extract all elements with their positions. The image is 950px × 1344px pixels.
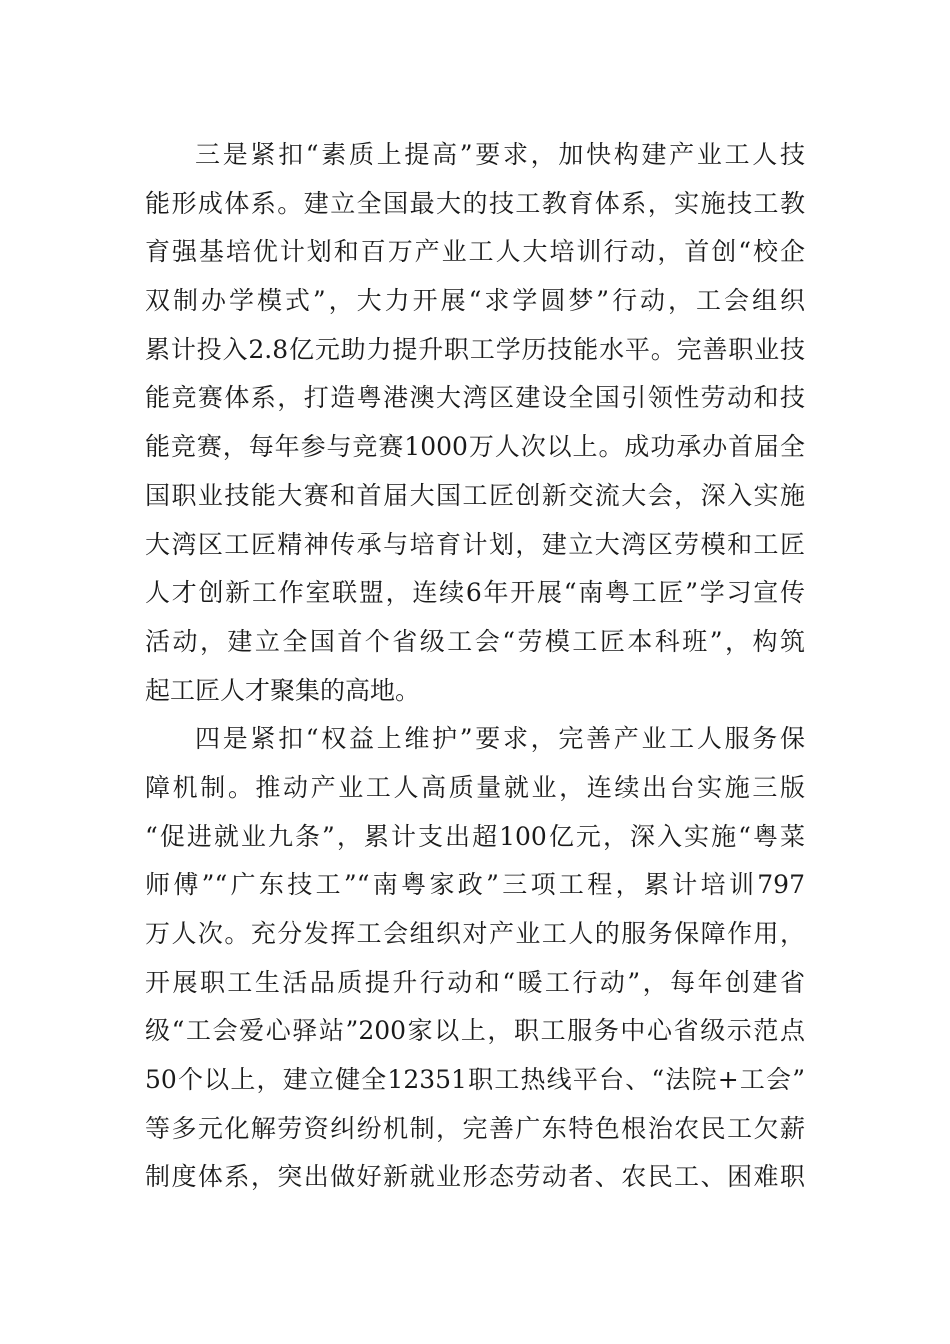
text-line: 等多元化解劳资纠纷机制，完善广东特色根治农民工欠薪 bbox=[145, 1113, 805, 1143]
document-body bbox=[145, 131, 805, 1202]
text-line: 大湾区工匠精神传承与培育计划，建立大湾区劳模和工匠 bbox=[145, 529, 805, 559]
text-line: 起工匠人才聚集的高地。 bbox=[145, 675, 421, 705]
text-line: 级“工会爱心驿站”200家以上，职工服务中心省级示范点 bbox=[145, 1016, 805, 1046]
text-line: 师傅”“广东技工”“南粤家政”三项工程，累计培训797 bbox=[145, 870, 805, 900]
text-line: 能竞赛，每年参与竞赛1000万人次以上。成功承办首届全 bbox=[145, 432, 805, 462]
text-line: 制度体系，突出做好新就业形态劳动者、农民工、困难职 bbox=[145, 1162, 805, 1192]
text-line: 开展职工生活品质提升行动和“暖工行动”，每年创建省 bbox=[145, 967, 805, 997]
text-line: 50个以上，建立健全12351职工热线平台、“法院+工会” bbox=[145, 1065, 805, 1095]
text-line: 三是紧扣“素质上提高”要求，加快构建产业工人技 bbox=[195, 140, 805, 169]
paragraph-3 bbox=[145, 131, 805, 715]
text-line: 双制办学模式”，大力开展“求学圆梦”行动，工会组织 bbox=[145, 286, 805, 316]
text-line: 障机制。推动产业工人高质量就业，连续出台实施三版 bbox=[145, 772, 805, 802]
text-line: 能形成体系。建立全国最大的技工教育体系，实施技工教 bbox=[145, 188, 805, 218]
text-line: 四是紧扣“权益上维护”要求，完善产业工人服务保 bbox=[195, 724, 805, 754]
text-line: 国职业技能大赛和首届大国工匠创新交流大会，深入实施 bbox=[145, 480, 805, 510]
text-line: 育强基培优计划和百万产业工人大培训行动，首创“校企 bbox=[145, 237, 805, 267]
text-line: 万人次。充分发挥工会组织对产业工人的服务保障作用， bbox=[145, 919, 805, 948]
text-line: 能竞赛体系，打造粤港澳大湾区建设全国引领性劳动和技 bbox=[145, 383, 805, 413]
text-line: “促进就业九条”，累计支出超100亿元，深入实施“粤菜 bbox=[145, 821, 805, 851]
paragraph-4 bbox=[145, 715, 805, 1202]
text-line: 累计投入2.8亿元助力提升职工学历技能水平。完善职业技 bbox=[145, 334, 805, 364]
text-line: 人才创新工作室联盟，连续6年开展“南粤工匠”学习宣传 bbox=[145, 578, 805, 608]
text-line: 活动，建立全国首个省级工会“劳模工匠本科班”，构筑 bbox=[145, 626, 805, 656]
